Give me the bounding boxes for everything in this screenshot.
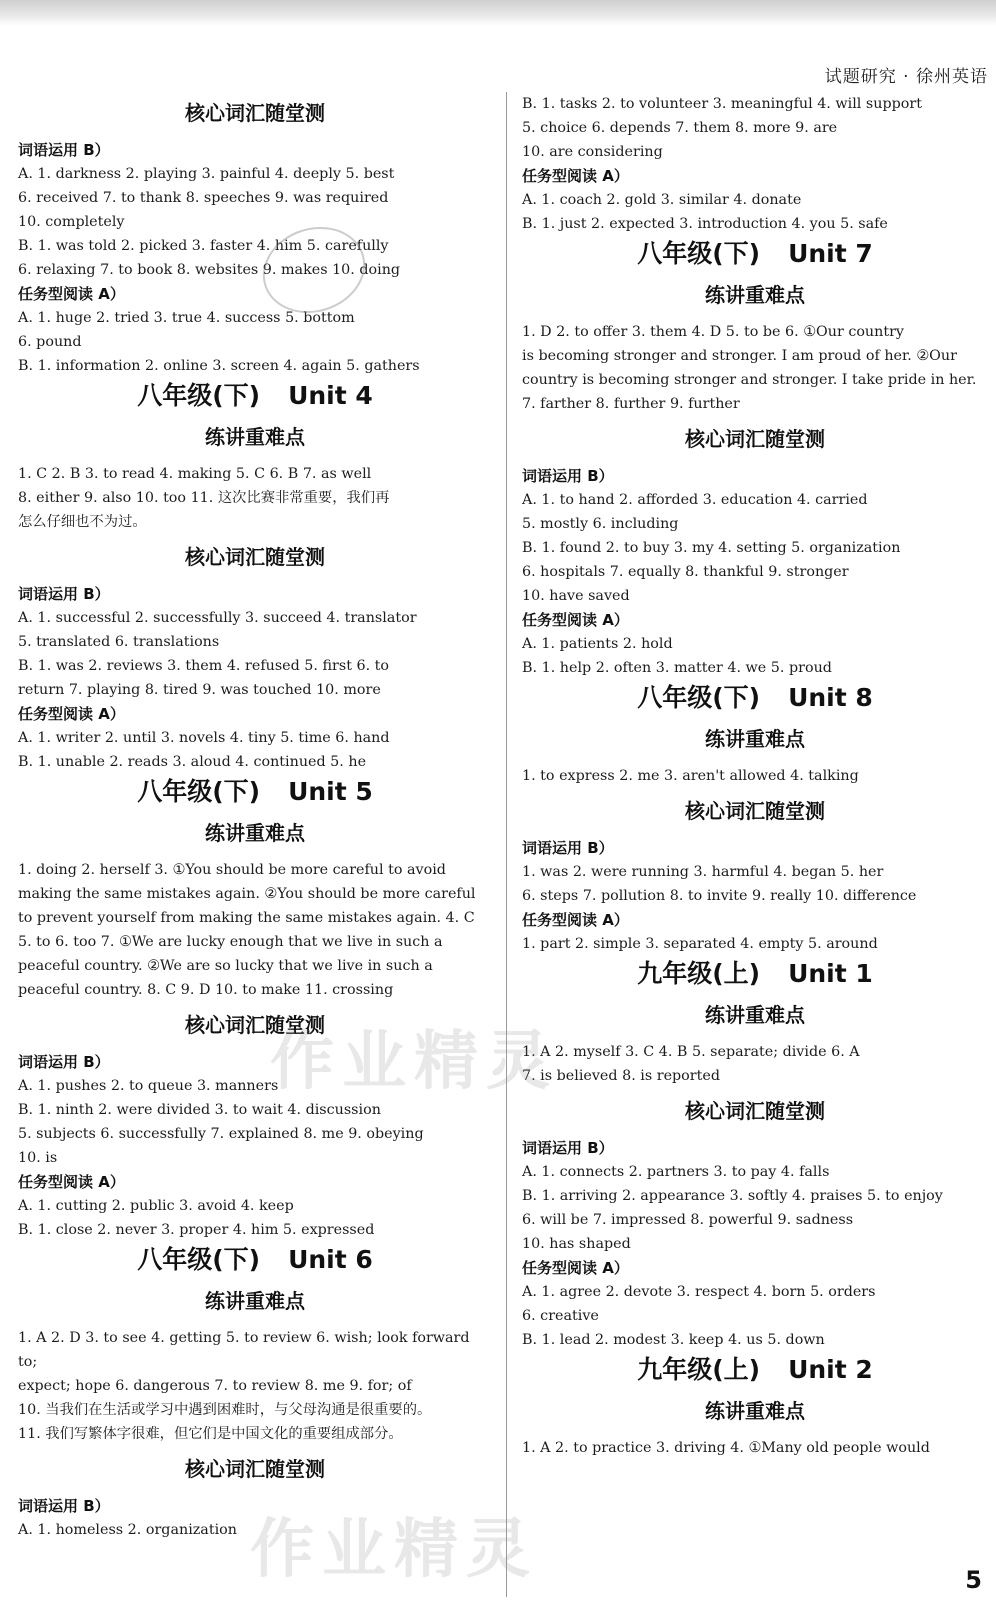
answer-line: peaceful country. ②We are so lucky that we live in such a — [18, 958, 433, 974]
section-block — [522, 92, 988, 236]
answer-line: A. 1. darkness 2. playing 3. painful 4. deeply 5. best — [18, 166, 395, 182]
site-logo-watermark — [812, 1500, 972, 1570]
section-heading: 练讲重难点 — [705, 727, 805, 751]
unit-block — [18, 1242, 492, 1542]
subsection-heading: 词语运用 B） — [18, 1497, 110, 1515]
answer-line: 10. have saved — [522, 588, 630, 604]
answer-line: peaceful country. 8. C 9. D 10. to make 11. crossing — [18, 982, 394, 998]
answer-line: A. 1. coach 2. gold 3. similar 4. donate — [522, 192, 802, 208]
answer-line: 10. is — [18, 1150, 58, 1166]
answer-line: A. 1. huge 2. tried 3. true 4. success 5. bottom — [18, 310, 355, 326]
answer-line: 1. doing 2. herself 3. ①You should be more careful to avoid — [18, 862, 446, 878]
running-head: 试题研究 · 徐州英语 — [824, 67, 988, 87]
grade-label: 九年级(上) — [637, 1355, 761, 1384]
unit-title — [522, 1352, 988, 1388]
subsection-heading: 任务型阅读 A） — [522, 611, 629, 629]
unit-block — [522, 956, 988, 1352]
unit-title — [18, 774, 492, 810]
answer-line: B. 1. lead 2. modest 3. keep 4. us 5. down — [522, 1332, 825, 1348]
answer-line: B. 1. was 2. reviews 3. them 4. refused 5. first 6. to — [18, 658, 390, 674]
subsection-heading: 词语运用 B） — [18, 585, 110, 603]
subsection-heading: 任务型阅读 A） — [522, 1259, 629, 1277]
unit-block — [18, 774, 492, 1242]
unit-label: Unit 2 — [788, 1355, 873, 1384]
answer-line: 5. to 6. too 7. ①We are lucky enough that we live in such a — [18, 934, 443, 950]
answer-line: A. 1. homeless 2. organization — [18, 1522, 237, 1538]
answer-line: 1. A 2. myself 3. C 4. B 5. separate; divide 6. A — [522, 1044, 860, 1060]
answer-line: 1. to express 2. me 3. aren't allowed 4. talking — [522, 768, 859, 784]
answer-line: 11. 我们写繁体字很难，但它们是中国文化的重要组成部分。 — [18, 1426, 403, 1442]
answer-line: A. 1. successful 2. successfully 3. succeed 4. translator — [18, 610, 417, 626]
unit-block — [18, 378, 492, 774]
answer-line: 5. mostly 6. including — [522, 516, 679, 532]
answer-line: 1. A 2. to practice 3. driving 4. ①Many old people would — [522, 1440, 930, 1456]
answer-line: 6. hospitals 7. equally 8. thankful 9. stronger — [522, 564, 849, 580]
answer-line: 7. is believed 8. is reported — [522, 1068, 720, 1084]
unit-block — [522, 236, 988, 680]
answer-line: 10. completely — [18, 214, 125, 230]
answer-line: 7. farther 8. further 9. further — [522, 396, 740, 412]
answer-line: B. 1. close 2. never 3. proper 4. him 5. expressed — [18, 1222, 375, 1238]
answer-line: 8. either 9. also 10. too 11. 这次比赛非常重要，我们再 — [18, 490, 390, 506]
subsection-heading: 任务型阅读 A） — [18, 705, 125, 723]
section-heading: 练讲重难点 — [205, 821, 305, 845]
answer-line: B. 1. was told 2. picked 3. faster 4. him 5. carefully — [18, 238, 389, 254]
unit-title — [18, 1242, 492, 1278]
answer-line: B. 1. ninth 2. were divided 3. to wait 4. discussion — [18, 1102, 381, 1118]
grade-label: 八年级(下) — [637, 239, 761, 268]
answer-line: A. 1. agree 2. devote 3. respect 4. born 5. orders — [522, 1284, 876, 1300]
answer-line: A. 1. cutting 2. public 3. avoid 4. keep — [18, 1198, 294, 1214]
left-column — [18, 92, 492, 1542]
answer-line: 10. has shaped — [522, 1236, 631, 1252]
answer-line: 5. choice 6. depends 7. them 8. more 9. are — [522, 120, 838, 136]
subsection-heading: 词语运用 B） — [522, 467, 614, 485]
answer-line: B. 1. unable 2. reads 3. aloud 4. continued 5. he — [18, 754, 367, 770]
right-column — [522, 92, 988, 1460]
unit-label: Unit 7 — [788, 239, 873, 268]
subsection-heading: 任务型阅读 A） — [18, 1173, 125, 1191]
answer-line: to prevent yourself from making the same mistakes again. 4. C — [18, 910, 475, 926]
section-heading: 核心词汇随堂测 — [685, 427, 825, 451]
unit-label: Unit 6 — [288, 1245, 373, 1274]
section-heading: 练讲重难点 — [205, 1289, 305, 1313]
answer-line: A. 1. pushes 2. to queue 3. manners — [18, 1078, 279, 1094]
unit-label: Unit 4 — [288, 381, 373, 410]
grade-label: 八年级(下) — [137, 381, 261, 410]
grade-label: 九年级(上) — [637, 959, 761, 988]
subsection-heading: 词语运用 B） — [18, 141, 110, 159]
unit-title — [522, 236, 988, 272]
answer-line: 5. translated 6. translations — [18, 634, 220, 650]
unit-label: Unit 5 — [288, 777, 373, 806]
subsection-heading: 词语运用 B） — [18, 1053, 110, 1071]
answer-line: making the same mistakes again. ②You should be more careful — [18, 886, 476, 902]
answer-line: 5. subjects 6. successfully 7. explained 8. me 9. obeying — [18, 1126, 424, 1142]
subsection-heading: 任务型阅读 A） — [522, 167, 629, 185]
unit-title — [522, 956, 988, 992]
answer-line: A. 1. connects 2. partners 3. to pay 4. falls — [522, 1164, 830, 1180]
grade-label: 八年级(下) — [137, 1245, 261, 1274]
section-heading: 核心词汇随堂测 — [685, 799, 825, 823]
answer-line: 1. D 2. to offer 3. them 4. D 5. to be 6. ①Our country — [522, 324, 905, 340]
answer-line: A. 1. to hand 2. afforded 3. education 4. carried — [522, 492, 868, 508]
section-block — [18, 98, 492, 378]
answer-line: B. 1. just 2. expected 3. introduction 4. you 5. safe — [522, 216, 888, 232]
subsection-heading: 词语运用 B） — [522, 839, 614, 857]
answer-line: A. 1. writer 2. until 3. novels 4. tiny 5. time 6. hand — [18, 730, 390, 746]
section-heading: 核心词汇随堂测 — [185, 101, 325, 125]
answer-line: 10. 当我们在生活或学习中遇到困难时，与父母沟通是很重要的。 — [18, 1402, 432, 1418]
grade-label: 八年级(下) — [637, 683, 761, 712]
answer-line: B. 1. found 2. to buy 3. my 4. setting 5. organization — [522, 540, 901, 556]
section-heading: 练讲重难点 — [705, 283, 805, 307]
section-heading: 核心词汇随堂测 — [685, 1099, 825, 1123]
answer-line: 6. received 7. to thank 8. speeches 9. was required — [18, 190, 389, 206]
subsection-heading: 任务型阅读 A） — [522, 911, 629, 929]
section-heading: 核心词汇随堂测 — [185, 1013, 325, 1037]
answer-line: B. 1. help 2. often 3. matter 4. we 5. proud — [522, 660, 832, 676]
answer-line: 6. relaxing 7. to book 8. websites 9. makes 10. doing — [18, 262, 401, 278]
unit-label: Unit 8 — [788, 683, 873, 712]
answer-line: 6. creative — [522, 1308, 599, 1324]
answer-line: 1. was 2. were running 3. harmful 4. began 5. her — [522, 864, 884, 880]
unit-block — [522, 680, 988, 956]
unit-title — [522, 680, 988, 716]
section-heading: 练讲重难点 — [705, 1399, 805, 1423]
answer-line: expect; hope 6. dangerous 7. to review 8. me 9. for; of — [18, 1378, 412, 1394]
answer-line: 1. A 2. D 3. to see 4. getting 5. to review 6. wish; look forward to; — [18, 1330, 470, 1370]
answer-line: country is becoming stronger and stronger. I take pride in her. — [522, 372, 977, 388]
answer-line: A. 1. patients 2. hold — [522, 636, 673, 652]
answer-line: is becoming stronger and stronger. I am proud of her. ②Our — [522, 348, 957, 364]
unit-title — [18, 378, 492, 414]
watermark: 作业精灵 — [250, 1513, 538, 1587]
page-number: 5 — [965, 1566, 982, 1594]
subsection-heading: 词语运用 B） — [522, 1139, 614, 1157]
answer-line: 6. pound — [18, 334, 82, 350]
answer-line: B. 1. information 2. online 3. screen 4. again 5. gathers — [18, 358, 420, 374]
section-heading: 练讲重难点 — [705, 1003, 805, 1027]
answer-line: 1. C 2. B 3. to read 4. making 5. C 6. B 7. as well — [18, 466, 372, 482]
answer-line: return 7. playing 8. tired 9. was touched 10. more — [18, 682, 381, 698]
answer-line: 1. part 2. simple 3. separated 4. empty 5. around — [522, 936, 878, 952]
answer-line: 10. are considering — [522, 144, 663, 160]
column-divider — [506, 92, 507, 1597]
subsection-heading: 任务型阅读 A） — [18, 285, 125, 303]
section-heading: 核心词汇随堂测 — [185, 1457, 325, 1481]
answer-line: 6. will be 7. impressed 8. powerful 9. sadness — [522, 1212, 854, 1228]
answer-line: 怎么仔细也不为过。 — [18, 514, 147, 530]
scan-top-band — [0, 0, 996, 26]
section-heading: 核心词汇随堂测 — [185, 545, 325, 569]
answer-line: 6. steps 7. pollution 8. to invite 9. really 10. difference — [522, 888, 917, 904]
answer-line: B. 1. tasks 2. to volunteer 3. meaningful 4. will support — [522, 96, 922, 112]
grade-label: 八年级(下) — [137, 777, 261, 806]
answer-line: B. 1. arriving 2. appearance 3. softly 4. praises 5. to enjoy — [522, 1188, 943, 1204]
watermark: 作业精灵 — [270, 1025, 558, 1099]
unit-label: Unit 1 — [788, 959, 873, 988]
section-heading: 练讲重难点 — [205, 425, 305, 449]
unit-block — [522, 1352, 988, 1460]
